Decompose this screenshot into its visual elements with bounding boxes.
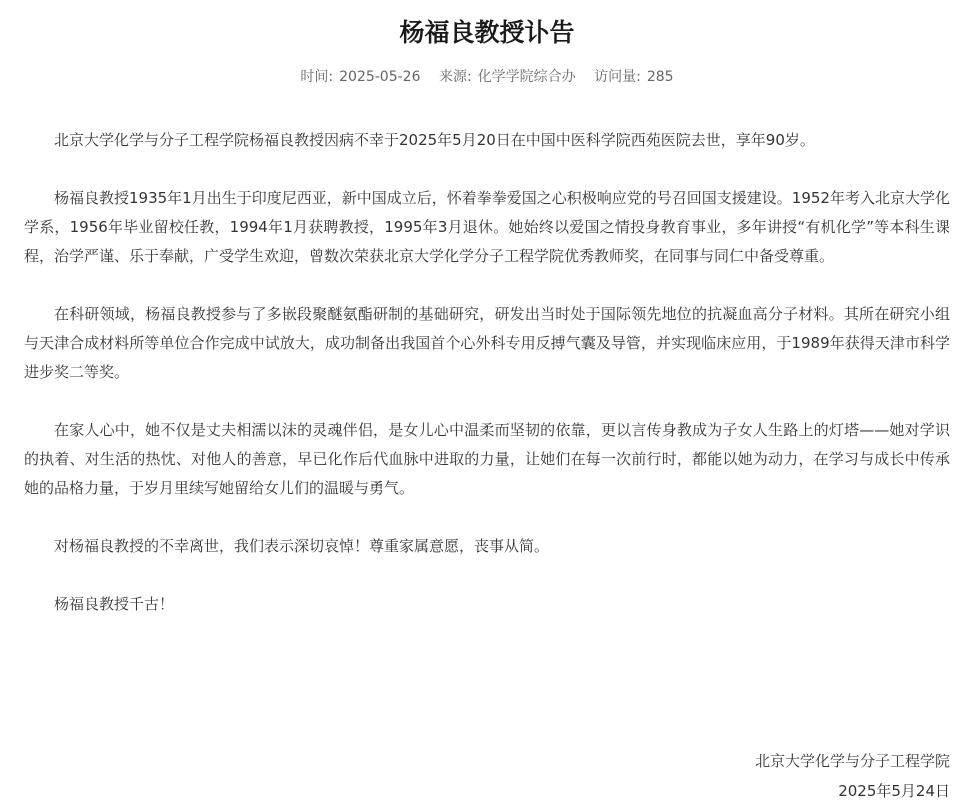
article-meta: [0, 66, 974, 88]
paragraph-condolence: 对杨福良教授的不幸离世，我们表示深切哀悼！尊重家属意愿，丧事从简。: [54, 537, 550, 555]
paragraph-biography: 杨福良教授1935年1月出生于印度尼西亚，新中国成立后，怀着拳拳爱国之心积极响应党的号召回国支援建设。1952年考入北京大学化学系，1956年毕业留校任教，1994年1月获聘教授，1995年3月退休。她始终以爱国之情投身教育事业，多年讲授“有机化学”等本科生课程，治学严谨、乐于奉献，广受学生欢迎，曾数次荣获北京大学化学分子工程学院优秀教师奖，在同事与同仁中备受尊重。: [24, 189, 950, 265]
meta-views-value: 285: [646, 69, 674, 85]
signature-date: 2025年5月24日: [838, 782, 950, 800]
paragraph-announcement: 北京大学化学与分子工程学院杨福良教授因病不幸于2025年5月20日在中国中医科学院西苑医院去世，享年90岁。: [54, 131, 815, 149]
meta-source-label: 来源:: [438, 69, 472, 85]
paragraph-research: 在科研领域，杨福良教授参与了多嵌段聚醚氨酯研制的基础研究，研发出当时处于国际领先地位的抗凝血高分子材料。其所在研究小组与天津合成材料所等单位合作完成中试放大，成功制备出我国首个心外科专用反搏气囊及导管，并实现临床应用，于1989年获得天津市科学进步奖二等奖。: [24, 305, 950, 381]
meta-views-label: 访问量:: [594, 69, 641, 85]
meta-time-value: 2025-05-26: [339, 69, 421, 85]
meta-time-label: 时间:: [300, 69, 334, 85]
page-title: 杨福良教授讣告: [399, 18, 575, 47]
meta-source-value: 化学学院综合办: [477, 69, 576, 85]
signature-organization: 北京大学化学与分子工程学院: [754, 752, 950, 770]
paragraph-farewell: 杨福良教授千古！: [54, 595, 175, 613]
paragraph-family: 在家人心中，她不仅是丈夫相濡以沫的灵魂伴侣，是女儿心中温柔而坚韧的依靠，更以言传身教成为子女人生路上的灯塔——她对学识的执着、对生活的热忱、对他人的善意，早已化作后代血脉中进取的力量，让她们在每一次前行时，都能以她为动力，在学习与成长中传承她的品格力量，于岁月里续写她留给女儿们的温暖与勇气。: [24, 421, 950, 497]
article-body: [24, 126, 950, 648]
